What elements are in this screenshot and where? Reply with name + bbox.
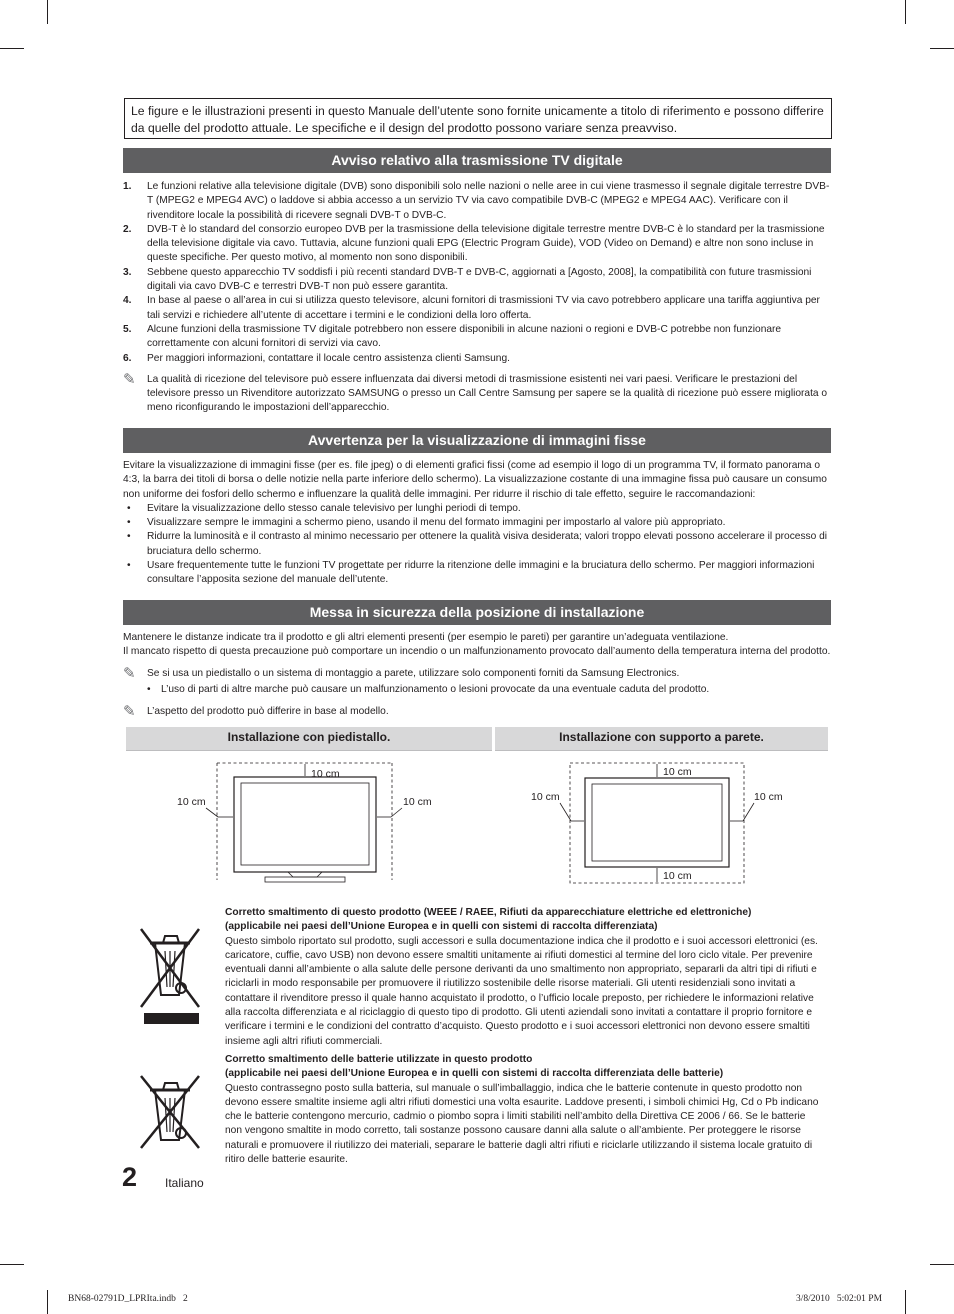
bullet-text: Visualizzare sempre le immagini a schermo pieno, usando il menu del formato immagini per impostarlo al valore più appropriato. [147, 517, 726, 529]
sub-bullet-text: L’uso di parti di altre marche può causare un malfunzionamento o lesioni provocate da una eventuale caduta del prodotto. [161, 683, 710, 695]
leader-line [743, 803, 754, 821]
item-text: DVB-T è lo standard del consorzio europeo DVB per la trasmissione della televisione digitale terrestre mentre DVB-C è lo standard per la trasmissione della televisione digitale via cavo. Tuttavia, alcune funzioni quali EPG (Electric Program Guide), VOD (Video on Demand) e altre non sono incluse in queste specifiche. Per questo motivo, al momento non sono disponibili. [147, 223, 825, 264]
bullet-item [123, 530, 831, 559]
crossed-out-wheelie-bin-icon [137, 925, 203, 1027]
table-rule [126, 750, 492, 751]
dim-label-top: 10 cm [311, 768, 340, 780]
weee-block [225, 906, 825, 1049]
bullet-icon: • [127, 531, 131, 543]
still-images-body [123, 459, 831, 588]
wall-mount-installation-diagram [525, 755, 795, 887]
page-number: 2 [122, 1162, 138, 1192]
crop-mark [905, 0, 906, 24]
note-row [123, 370, 831, 416]
bullet-text: Ridurre la luminosità e il contrasto al minimo necessario per ottenere la qualità visiva desiderata; valori troppo elevati possono accelerare il processo di bruciatura dello schermo. [147, 531, 828, 557]
footer-timestamp: 3/8/2010 5:02:01 PM [796, 1294, 883, 1304]
crop-mark [930, 48, 954, 49]
list-item [123, 294, 831, 323]
list-item [123, 352, 831, 366]
battery-disposal-bin-icon [137, 1072, 203, 1152]
installation-body [123, 631, 831, 719]
leader-line [391, 808, 402, 817]
pencil-note-icon: ✎ [123, 370, 136, 388]
item-number: 2. [123, 223, 132, 235]
bullet-item [123, 502, 831, 516]
battery-block [225, 1053, 825, 1167]
dim-label-right: 10 cm [403, 796, 432, 808]
section-header-still-images: Avvertenza per la visualizzazione di immagini fisse [123, 428, 831, 453]
tv-screen [241, 783, 369, 865]
pencil-note-icon: ✎ [123, 703, 136, 721]
note-text: Se si usa un piedistallo o un sistema di montaggio a parete, utilizzare solo componenti forniti da Samsung Electronics. [147, 667, 680, 679]
stand-installation-diagram [170, 755, 440, 885]
list-item [123, 180, 831, 223]
item-text: In base al paese o all’area in cui si utilizza questo televisore, alcuni fornitori di trasmissioni TV via cavo potrebbero applicare una tariffa aggiuntiva per tali servizi e richiedere all’utente di accettare i termini e le condizioni della loro offerta. [147, 295, 820, 321]
note-row [123, 664, 831, 682]
item-number: 1. [123, 181, 132, 192]
installation-para-1: Mantenere le distanze indicate tra il prodotto e gli altri elementi presenti (per esempio le pareti) per garantire un’adeguata ventilazione. [123, 632, 729, 643]
digital-tv-list [123, 180, 831, 416]
dim-label-left: 10 cm [531, 791, 560, 803]
note-text: L’aspetto del prodotto può differire in base al modello. [147, 706, 389, 718]
bullet-icon: • [127, 560, 131, 572]
bullet-icon: • [127, 517, 131, 529]
still-images-intro: Evitare la visualizzazione di immagini fisse (per es. file jpeg) o di elementi grafici fissi (come ad esempio il logo di un programma TV, il formato panorama o 4:3, la barra dei titoli di borsa o delle notizie nella parte inferiore dello schermo). La visualizzazione costante di una immagine fissa può causare un consumo non uniforme dei fosfori dello schermo e influenzare la qualità delle immagini. Per ridurre il rischio di tale effetto, seguire le raccomandazioni: [123, 460, 827, 500]
table-rule [495, 750, 828, 751]
crop-mark [0, 1264, 24, 1265]
item-text: Sebbene questo apparecchio TV soddisfi i più recenti standard DVB-T e DVB-C, aggiornati a [Agosto, 2008], la compatibilità con future trasmissioni digitali via cavo DVB-C e terrestri DVB-T non può essere garantita. [147, 266, 812, 293]
tv-screen [592, 784, 722, 861]
item-number: 5. [123, 323, 132, 335]
list-item [123, 223, 831, 266]
section-header-installation: Messa in sicurezza della posizione di installazione [123, 600, 831, 625]
clearance-dashed-box [570, 763, 744, 883]
tv-stand-base [265, 877, 345, 882]
dim-label-top: 10 cm [663, 766, 692, 778]
bullet-item [123, 559, 831, 588]
leader-line [560, 803, 571, 821]
weee-title: Corretto smaltimento di questo prodotto (WEEE / RAEE, Rifiuti da apparecchiature elettriche ed elettroniche) [225, 907, 752, 918]
pencil-note-icon: ✎ [123, 664, 136, 682]
list-item [123, 323, 831, 352]
weee-subtitle: (applicabile nei paesi dell’Unione Europea e in quelli con sistemi di raccolta differenziata) [225, 921, 658, 933]
sub-bullet-item [123, 683, 831, 697]
crop-mark [47, 1290, 48, 1314]
dim-label-bottom: 10 cm [663, 870, 692, 882]
battery-title: Corretto smaltimento delle batterie utilizzate in questo prodotto [225, 1054, 533, 1065]
section-header-digital-tv: Avviso relativo alla trasmissione TV digitale [123, 148, 831, 173]
crop-mark [905, 1290, 906, 1314]
bullet-text: Usare frequentemente tutte le funzioni TV progettate per ridurre la ritenzione delle immagini e la bruciatura dello schermo. Per maggiori informazioni consultare l’apposita sezione del manuale dell’utente. [147, 560, 815, 586]
table-header-wall-mount: Installazione con supporto a parete. [495, 727, 828, 750]
table-header-stand: Installazione con piedistallo. [126, 727, 492, 750]
footer-filename: BN68-02791D_LPRIta.indb 2 [68, 1294, 188, 1304]
crop-mark [930, 1264, 954, 1265]
bullet-icon: • [127, 502, 131, 514]
crop-mark [0, 48, 24, 49]
item-number: 4. [123, 295, 132, 307]
disclaimer-notice: Le figure e le illustrazioni presenti in questo Manuale dell’utente sono fornite unicamente a titolo di riferimento e possono differire da quelle del prodotto attuale. Le specifiche e il design del prodotto possono variare senza preavviso. [124, 98, 832, 139]
note-row [123, 705, 831, 719]
tv-frame [585, 778, 729, 867]
item-text: Alcune funzioni della trasmissione TV digitale potrebbero non essere disponibili in alcune nazioni o regioni e DVB-C potrebbe non funzionare correttamente con alcuni fornitori di servizi via cavo. [147, 323, 782, 350]
tv-neck [288, 872, 322, 877]
weee-text: Questo simbolo riportato sul prodotto, sugli accessori e sulla documentazione indica che il prodotto e i suoi accessori elettronici (es. caricatore, cuffie, cavo USB) non devono essere smaltiti unitamente ai rifiuti domestici al termine del loro ciclo vitale. Per prevenire eventuali danni all’ambiente o alla salute delle persone derivanti da uno smaltimento non appropriato, separarli da altri tipi di rifiuti e riciclarli in modo responsabile per promuovere il riutilizzo sostenibile delle risorse materiali. Gli utenti residenziali sono invitati a contattare il rivenditore presso il quale hanno acquistato il prodotto, o l’ufficio locale preposto, per richiedere le informazioni relative alla raccolta differenziata e al riciclaggio di questo tipo di prodotto. Gli utenti aziendali sono invitati a contattare il proprio fornitore e verificare i termini e le condizioni del contratto d’acquisto. Questo prodotto e i suoi accessori elettronici non devono essere smaltiti insieme agli altri rifiuti commerciali. [225, 935, 818, 1047]
leader-line [206, 808, 218, 817]
bullet-text: Evitare la visualizzazione dello stesso canale televisivo per lunghi periodi di tempo. [147, 502, 521, 514]
bullet-item [123, 516, 831, 530]
item-text: Le funzioni relative alla televisione digitale (DVB) sono disponibili solo nelle nazioni o nelle aree in cui viene trasmesso il segnale digitale terrestre DVB-T (MPEG2 e MPEG4 AVC) o laddove si abbia accesso a un servizio TV via cavo compatibile DVB-C (MPEG2 e MPEG4 AAC). Verificare con il rivenditore locale la possibilità di ricevere segnali DVB-T o DVB-C. [147, 181, 830, 221]
bullet-icon: • [147, 683, 151, 695]
item-number: 3. [123, 266, 132, 278]
item-text: Per maggiori informazioni, contattare il locale centro assistenza clienti Samsung. [147, 352, 510, 364]
list-item [123, 266, 831, 295]
battery-text: Questo contrassegno posto sulla batteria, sul manuale o sull’imballaggio, indica che le batterie contenute in questo prodotto non devono essere smaltite insieme agli altri rifiuti domestici una volta esaurite. Laddove presenti, i simboli chimici Hg, Cd o Pb indicano che le batterie contengono mercurio, cadmio o piombo sopra i limiti stabiliti nell’ambito della Direttiva CE 2006 / 66. Se le batterie non vengono smaltite in modo corretto, tali sostanze possono causare danni alla salute o all’ambiente. Per proteggere le risorse naturali e promuovere il riutilizzo dei materiali, separare le batterie dagli altri rifiuti e riciclarle utilizzando il sistema locale gratuito di ritiro delle batterie esaurite. [225, 1082, 819, 1166]
item-number: 6. [123, 352, 132, 364]
page-language: Italiano [165, 1176, 204, 1190]
dim-label-left: 10 cm [177, 796, 206, 808]
tv-frame [234, 777, 376, 872]
dim-label-right: 10 cm [754, 791, 783, 803]
installation-para-2: Il mancato rispetto di questa precauzione può comportare un incendio o un malfunzionamento provocato dall’aumento della temperatura interna del prodotto. [123, 646, 831, 658]
note-text: La qualità di ricezione del televisore può essere influenzata dai diversi metodi di trasmissione esistenti nei vari paesi. Verificare le prestazioni del televisore presso un Rivenditore autorizzato SAMSUNG o presso un Call Centre Samsung per sapere se la qualità di ricezione può essere migliorata o meno riconfigurando le impostazioni dell’apparecchio. [147, 373, 828, 414]
crop-mark [47, 0, 48, 24]
battery-subtitle: (applicabile nei paesi dell’Unione Europea e in quelli con sistemi di raccolta differenziata delle batterie) [225, 1068, 724, 1080]
